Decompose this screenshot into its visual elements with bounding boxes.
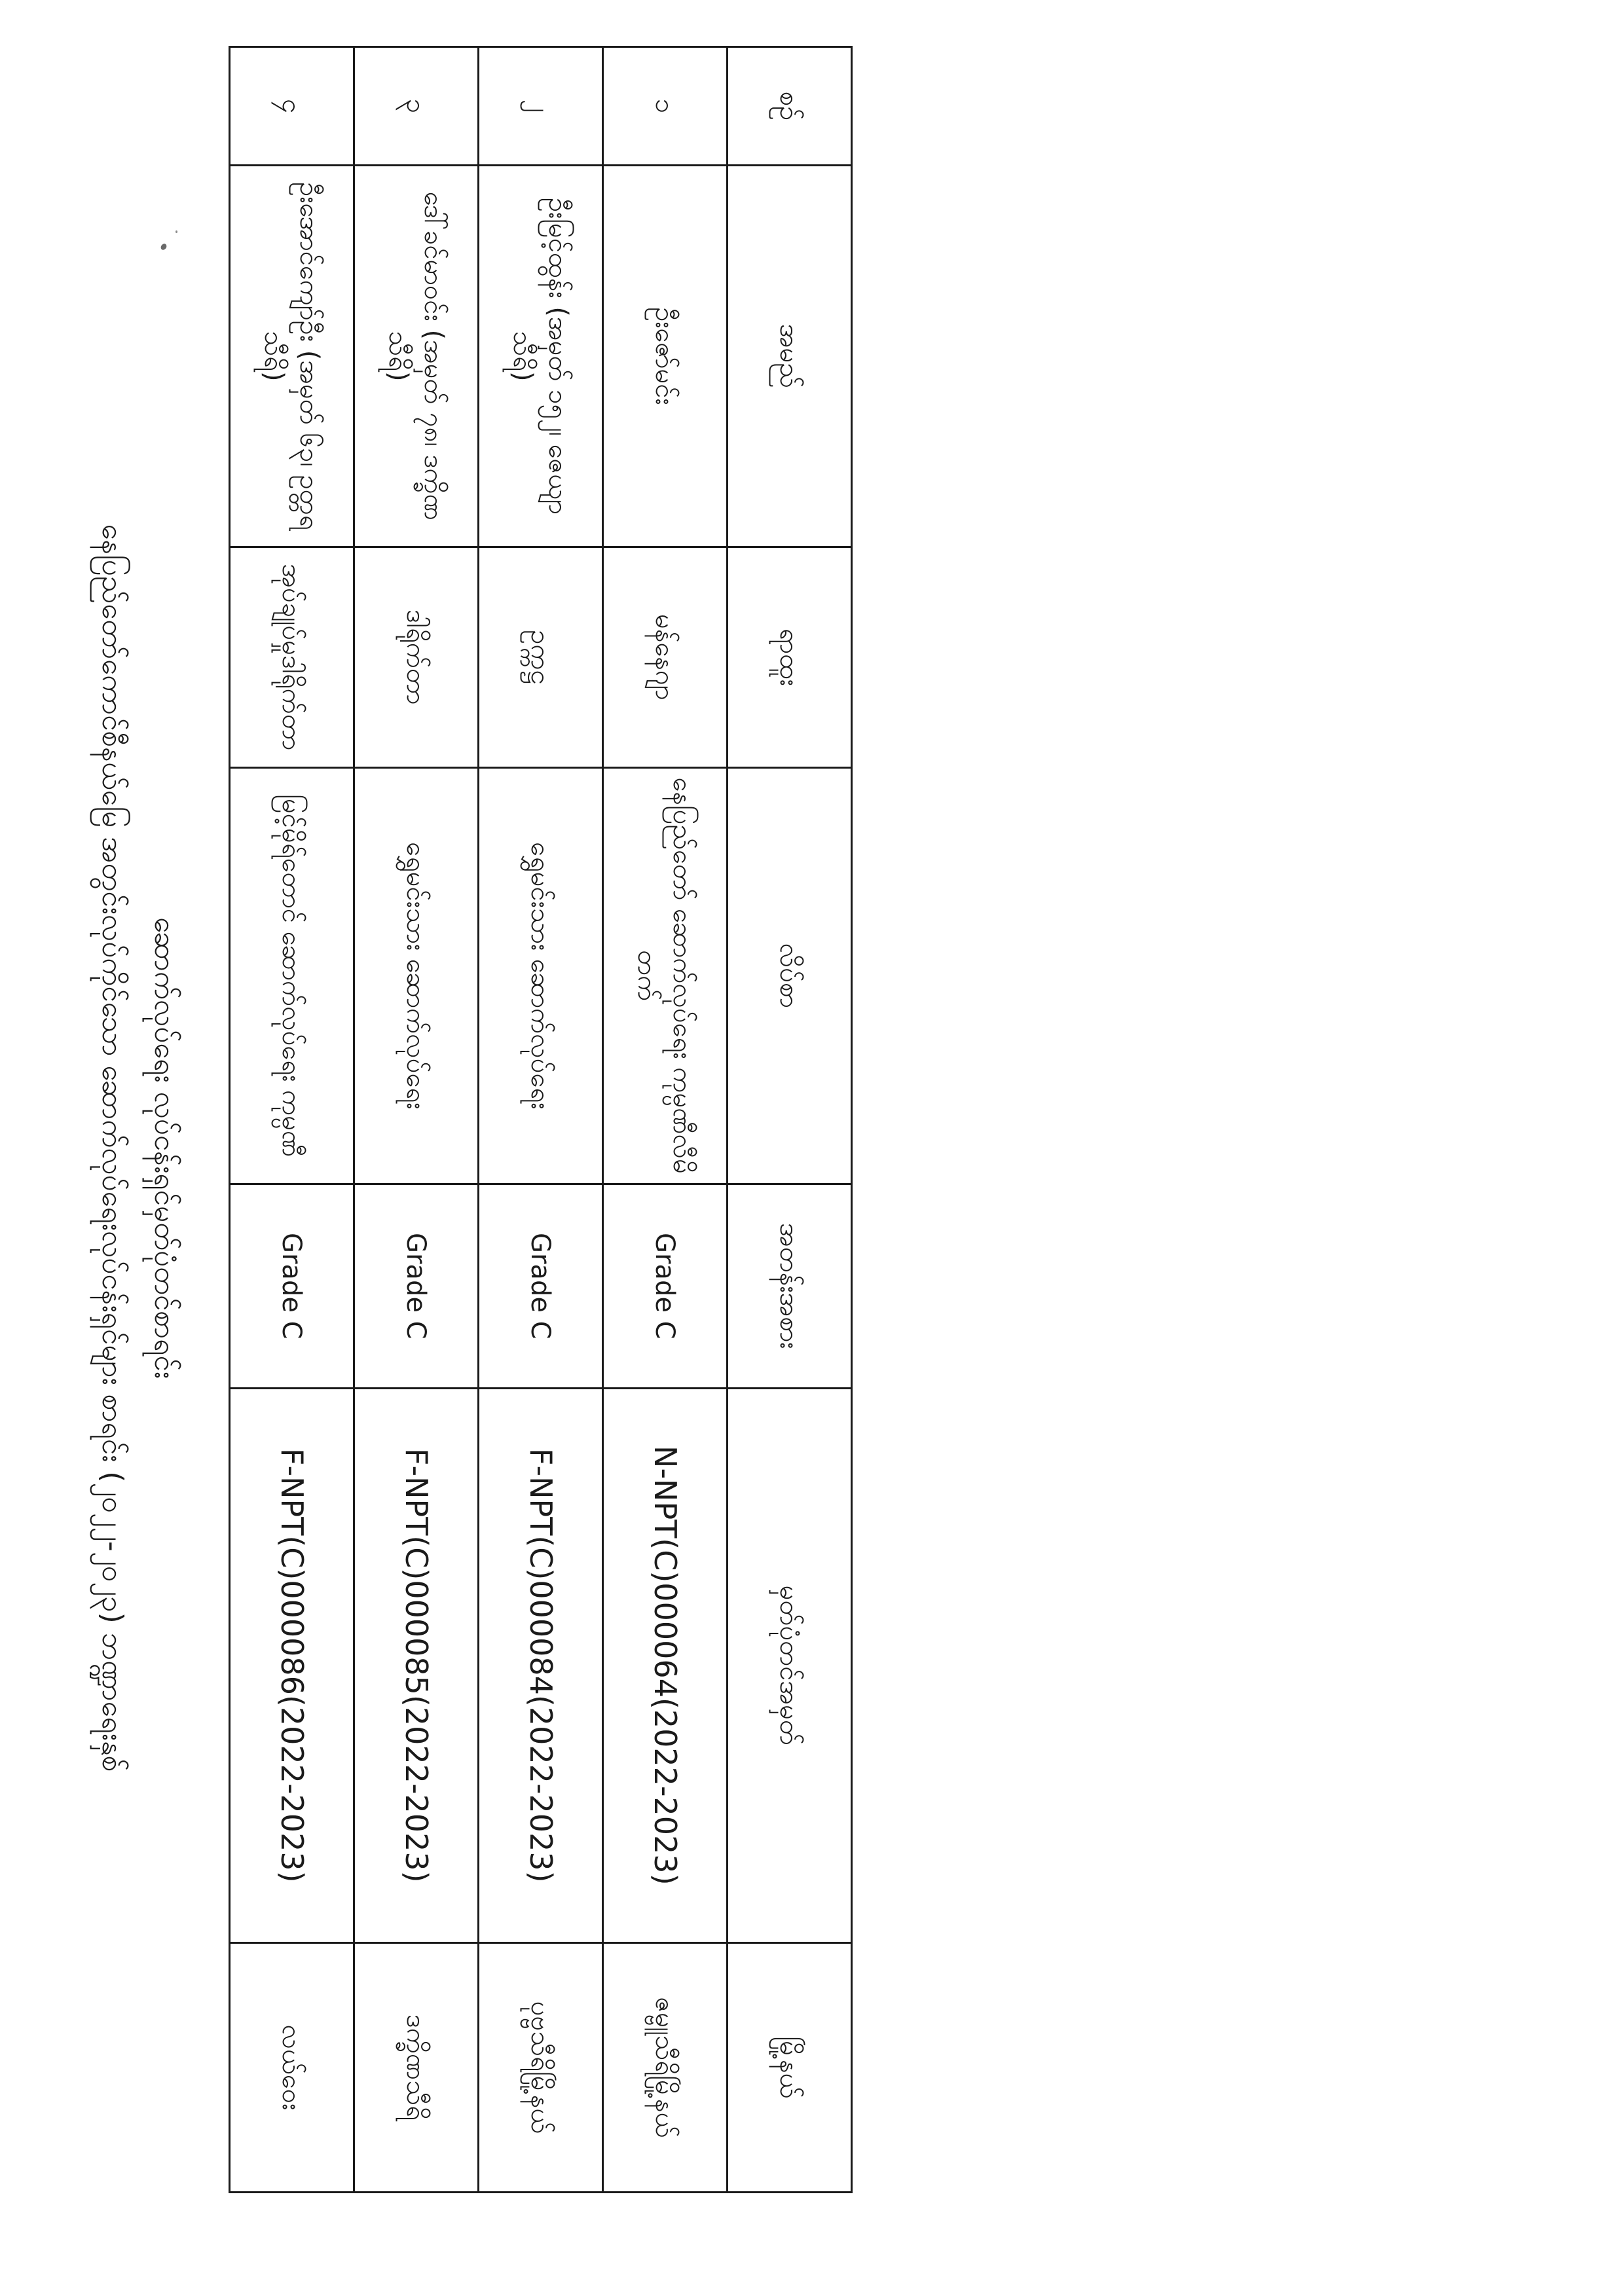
cell-township: ဇမ္ဗူသီရိမြို့နယ် bbox=[603, 1942, 728, 2192]
header-no: စဉ် bbox=[728, 47, 852, 166]
cell-name: ဦးအောင်ကျော်ဦး (အမှတ် ၆၃၊ ဥတ္တရသီရိ) bbox=[230, 165, 354, 547]
cell-role: ဒါရိုက်တာ bbox=[354, 547, 479, 767]
cell-no: ၄ bbox=[230, 47, 354, 166]
cell-license: F-NPT(C)000085(2022-2023) bbox=[354, 1388, 479, 1942]
cell-company: ရွှေမင်းသား ဆောက်လုပ်ရေး bbox=[354, 767, 479, 1184]
cell-no: ၁ bbox=[603, 47, 728, 166]
cell-name: ဦးမြင့်ထွန်း (အမှတ် ၁၅၂၊ ဇေယျာသီရိ) bbox=[479, 165, 603, 547]
cell-grade: Grade C bbox=[354, 1184, 479, 1388]
cell-role: အုပ်ချုပ်မှုဒါရိုက်တာ bbox=[230, 547, 354, 767]
header-grade: အတန်းအစား bbox=[728, 1184, 852, 1388]
document-title: နေပြည်တော်ကောင်စီနယ်မြေ အတွင်းလုပ်ကိုင်သော ဆောက်လုပ်ရေးလုပ်ငန်းရှင်များ စာရင်း (၂၀၂၂-၂၀၂၃) ဘဏ္ဍာရေးနှစ် bbox=[96, 524, 129, 1772]
cell-company: ရွှေမင်းသား ဆောက်လုပ်ရေး bbox=[479, 767, 603, 1184]
cell-license: F-NPT(C)000086(2022-2023) bbox=[230, 1388, 354, 1942]
cell-township: ပုဗ္ဗသီရိမြို့နယ် bbox=[479, 1942, 603, 2192]
cell-grade: Grade C bbox=[479, 1184, 603, 1388]
header-name: အမည် bbox=[728, 165, 852, 547]
header-license: မှတ်ပုံတင်အမှတ် bbox=[728, 1388, 852, 1942]
table-header-row bbox=[728, 47, 852, 2193]
table-row bbox=[230, 47, 354, 2193]
cell-role: မန်နေဂျာ bbox=[603, 547, 728, 767]
table-row bbox=[603, 47, 728, 2193]
document-subtitle: ဆောက်လုပ်ရေး လုပ်ငန်းရှင်မှတ်ပုံတင်စာရင်း bbox=[148, 917, 181, 1379]
cell-grade: Grade C bbox=[603, 1184, 728, 1388]
cell-grade: Grade C bbox=[230, 1184, 354, 1388]
cell-township: လယ်ဝေး bbox=[230, 1942, 354, 2192]
cell-name: ဦးဇော်မင်း bbox=[603, 165, 728, 547]
cell-township: ဒက္ခိဏသီရိ bbox=[354, 1942, 479, 2192]
cell-role: ဥက္ကဋ္ဌ bbox=[479, 547, 603, 767]
cell-company: နေပြည်တော် ဆောက်လုပ်ရေး ကုမ္ပဏီလီမိတက် bbox=[603, 767, 728, 1184]
header-role: ရာထူး bbox=[728, 547, 852, 767]
table-row bbox=[354, 47, 479, 2193]
cell-license: F-NPT(C)000084(2022-2023) bbox=[479, 1388, 603, 1942]
cell-license: N-NPT(C)000064(2022-2023) bbox=[603, 1388, 728, 1942]
cell-company: မြင့်မိုရ်တောင် ဆောက်လုပ်ရေး ကုမ္ပဏီ bbox=[230, 767, 354, 1184]
header-township: မြို့နယ် bbox=[728, 1942, 852, 2192]
header-company: လိပ်စာ bbox=[728, 767, 852, 1184]
table-row bbox=[479, 47, 603, 2193]
cell-name: ဒေါ်ခင်မာဝင်း (အမှတ် ၇၈၊ ဒက္ခိဏသီရိ) bbox=[354, 165, 479, 547]
cell-no: ၃ bbox=[354, 47, 479, 166]
cell-no: ၂ bbox=[479, 47, 603, 166]
contractor-table bbox=[229, 46, 853, 2193]
